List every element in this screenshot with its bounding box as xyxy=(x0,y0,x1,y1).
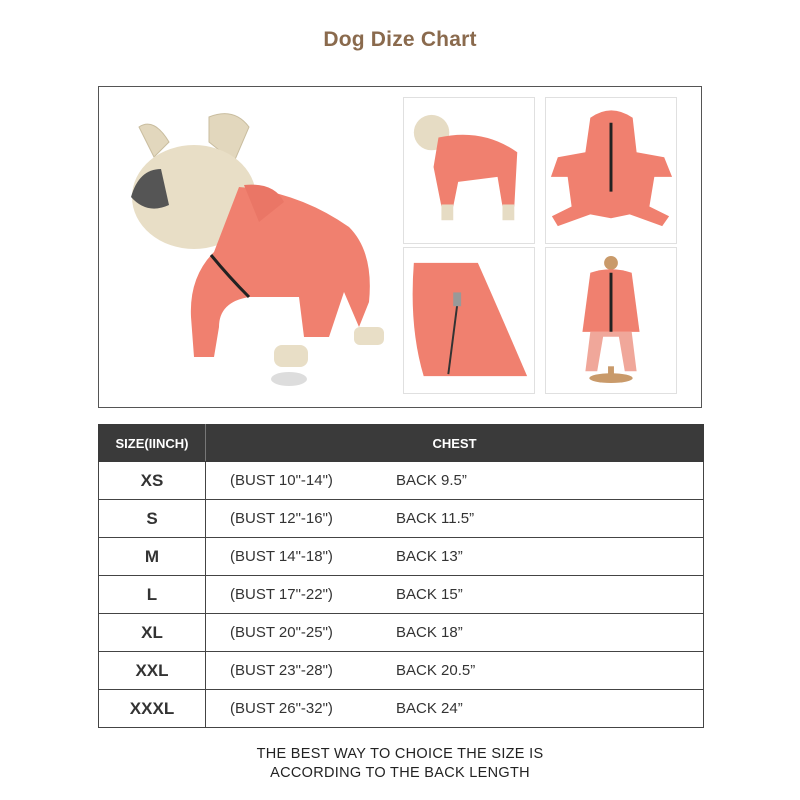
table-row xyxy=(99,538,704,576)
flat-lay-image xyxy=(546,98,676,243)
bust-value: (BUST 14"-18") xyxy=(230,548,333,565)
sizing-note xyxy=(0,745,800,783)
thumbnail-hanging[interactable] xyxy=(545,247,677,394)
size-cell: XL xyxy=(99,614,206,652)
thumbnail-flat-lay[interactable] xyxy=(545,97,677,244)
thumbnail-zipper-detail[interactable] xyxy=(403,247,535,394)
page-title: Dog Dize Chart xyxy=(323,28,477,51)
back-value: BACK 13” xyxy=(396,548,463,565)
size-cell: XXXL xyxy=(99,690,206,728)
thumbnail-side-view[interactable] xyxy=(403,97,535,244)
size-cell: XXL xyxy=(99,652,206,690)
bust-value: (BUST 12"-16") xyxy=(230,510,333,527)
bust-value: (BUST 10"-14") xyxy=(230,472,333,489)
size-chart-table xyxy=(98,424,704,728)
chest-cell xyxy=(206,576,704,614)
chest-cell xyxy=(206,538,704,576)
product-photo-collage xyxy=(98,86,702,408)
bust-value: (BUST 23"-28") xyxy=(230,662,333,679)
size-cell: L xyxy=(99,576,206,614)
sizing-note-line1: THE BEST WAY TO CHOICE THE SIZE IS xyxy=(256,746,544,762)
back-value: BACK 20.5” xyxy=(396,662,476,679)
back-value: BACK 9.5” xyxy=(396,472,467,489)
table-row xyxy=(99,576,704,614)
table-row xyxy=(99,500,704,538)
side-view-image xyxy=(404,98,534,243)
table-row xyxy=(99,652,704,690)
size-column-header: SIZE(IINCH) xyxy=(99,425,206,462)
size-cell: M xyxy=(99,538,206,576)
chest-cell xyxy=(206,690,704,728)
bust-value: (BUST 26"-32") xyxy=(230,700,333,717)
back-value: BACK 18” xyxy=(396,624,463,641)
chest-cell xyxy=(206,462,704,500)
table-row xyxy=(99,614,704,652)
bust-value: (BUST 20"-25") xyxy=(230,624,333,641)
size-cell: XS xyxy=(99,462,206,500)
dog-mannequin-hoodie-illustration xyxy=(99,87,399,407)
chest-column-header: CHEST xyxy=(206,425,704,462)
back-value: BACK 24” xyxy=(396,700,463,717)
zipper-detail-image xyxy=(404,248,534,393)
chest-cell xyxy=(206,614,704,652)
bust-value: (BUST 17"-22") xyxy=(230,586,333,603)
sizing-note-line2: ACCORDING TO THE BACK LENGTH xyxy=(270,765,530,781)
back-value: BACK 15” xyxy=(396,586,463,603)
hanging-stand-image xyxy=(546,248,676,393)
table-row xyxy=(99,690,704,728)
table-header-row xyxy=(99,425,704,462)
chest-cell xyxy=(206,652,704,690)
chest-cell xyxy=(206,500,704,538)
main-product-photo xyxy=(99,87,399,407)
back-value: BACK 11.5” xyxy=(396,510,475,527)
table-row xyxy=(99,462,704,500)
size-cell: S xyxy=(99,500,206,538)
